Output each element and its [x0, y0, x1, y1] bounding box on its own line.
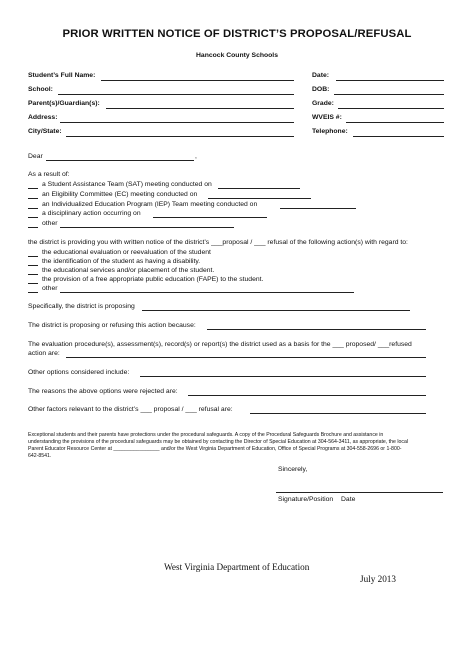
iep-date-field[interactable] — [280, 208, 356, 209]
action-item-other: other — [42, 285, 58, 292]
reason-field[interactable] — [207, 329, 426, 330]
checkbox-line-sat[interactable] — [28, 188, 38, 189]
other-action-field[interactable] — [60, 292, 354, 293]
rejected-reasons-label: The reasons the above options were rejected are: — [28, 388, 178, 395]
school-label: School: — [28, 86, 53, 93]
ec-date-field[interactable] — [208, 198, 311, 199]
city-state-label: City/State: — [28, 128, 62, 135]
student-name-label: Student’s Full Name: — [28, 72, 96, 79]
as-result-heading: As a result of: — [28, 171, 70, 178]
telephone-field[interactable] — [353, 136, 444, 137]
action-item-identification: the identification of the student as having a disability. — [42, 258, 201, 265]
checkbox-line-fape[interactable] — [28, 283, 38, 284]
evaluation-basis-field[interactable] — [66, 357, 426, 358]
form-title: PRIOR WRITTEN NOTICE OF DISTRICT’S PROPOSAL/REFUSAL — [62, 28, 412, 40]
safeguards-notice-line-2: understanding the provisions of the procedural safeguards may be obtained by contacting the Director of Special Education at 304-564-3411, as appropriate, the local — [28, 439, 408, 445]
rejected-reasons-field[interactable] — [188, 395, 426, 396]
address-field[interactable] — [60, 122, 294, 123]
sat-date-field[interactable] — [218, 188, 300, 189]
grade-label: Grade: — [312, 100, 334, 107]
result-item-ec: an Eligibility Committee (EC) meeting conducted on — [42, 191, 198, 198]
other-options-label: Other options considered include: — [28, 369, 130, 376]
date-label: Date: — [312, 72, 329, 79]
dob-field[interactable] — [334, 94, 444, 95]
checkbox-line-discipline[interactable] — [28, 217, 38, 218]
other-result-field[interactable] — [60, 227, 234, 228]
signature-date-label: Date — [341, 496, 356, 503]
salutation-comma: , — [195, 153, 197, 160]
parents-label: Parent(s)/Guardian(s): — [28, 100, 100, 107]
signature-line[interactable] — [276, 492, 443, 493]
checkbox-line-other-result[interactable] — [28, 227, 38, 228]
salutation-name-field[interactable] — [46, 160, 194, 161]
school-field[interactable] — [58, 94, 294, 95]
evaluation-basis-label-cont: action are: — [28, 350, 60, 357]
result-item-iep: an Individualized Education Program (IEP) Team meeting conducted on — [42, 201, 258, 208]
checkbox-line-evaluation[interactable] — [28, 256, 38, 257]
address-label: Address: — [28, 114, 58, 121]
student-name-field[interactable] — [101, 80, 294, 81]
notice-statement: the district is providing you with written notice of the district’s ___proposal / ___ refusal of the following action(s) with regard to: — [28, 239, 408, 246]
reason-label: The district is proposing or refusing this action because: — [28, 322, 196, 329]
checkbox-line-iep[interactable] — [28, 208, 38, 209]
safeguards-notice-line-3: Parent Educator Resource Center at ________________ and/or the West Virginia Department of Education, Office of Special Programs at 304-558-2696 or 1-800- — [28, 446, 402, 452]
result-item-other: other — [42, 220, 58, 227]
safeguards-notice-line-1: Exceptional students and their parents have protections under the procedural safeguards. A copy of the Procedural Safeguards Brochure and assistance in — [28, 432, 384, 438]
specifically-field[interactable] — [142, 310, 410, 311]
action-item-fape: the provision of a free appropriate public education (FAPE) to the student. — [42, 276, 264, 283]
salutation: Dear — [28, 153, 43, 160]
dob-label: DOB: — [312, 86, 330, 93]
revision-date: July 2013 — [360, 574, 396, 584]
other-factors-field[interactable] — [250, 413, 426, 414]
result-item-discipline: a disciplinary action occurring on — [42, 210, 141, 217]
safeguards-notice-line-4: 642-8541. — [28, 453, 52, 459]
city-state-field[interactable] — [66, 136, 294, 137]
wveis-field[interactable] — [346, 122, 444, 123]
parents-field[interactable] — [106, 108, 294, 109]
checkbox-line-services[interactable] — [28, 274, 38, 275]
telephone-label: Telephone: — [312, 128, 348, 135]
closing-sincerely: Sincerely, — [278, 466, 308, 473]
organization-footer: West Virginia Department of Education — [164, 562, 310, 572]
other-factors-label: Other factors relevant to the district’s ___ proposal / ___ refusal are: — [28, 406, 233, 413]
discipline-date-field[interactable] — [153, 217, 267, 218]
checkbox-line-other-action[interactable] — [28, 292, 38, 293]
specifically-label: Specifically, the district is proposing — [28, 303, 135, 310]
checkbox-line-identification[interactable] — [28, 265, 38, 266]
date-field[interactable] — [336, 80, 444, 81]
district-name: Hancock County Schools — [196, 52, 278, 59]
signature-label: Signature/Position — [278, 496, 334, 503]
action-item-services: the educational services and/or placement of the student. — [42, 267, 215, 274]
evaluation-basis-label: The evaluation procedure(s), assessment(s), record(s) or report(s) the district used as a basis for the ___ proposed/ ___refused — [28, 341, 412, 348]
result-item-sat: a Student Assistance Team (SAT) meeting conducted on — [42, 181, 212, 188]
action-item-evaluation: the educational evaluation or reevaluation of the student — [42, 249, 211, 256]
grade-field[interactable] — [338, 108, 444, 109]
checkbox-line-ec[interactable] — [28, 198, 38, 199]
wveis-label: WVEIS #: — [312, 114, 342, 121]
other-options-field[interactable] — [140, 376, 426, 377]
